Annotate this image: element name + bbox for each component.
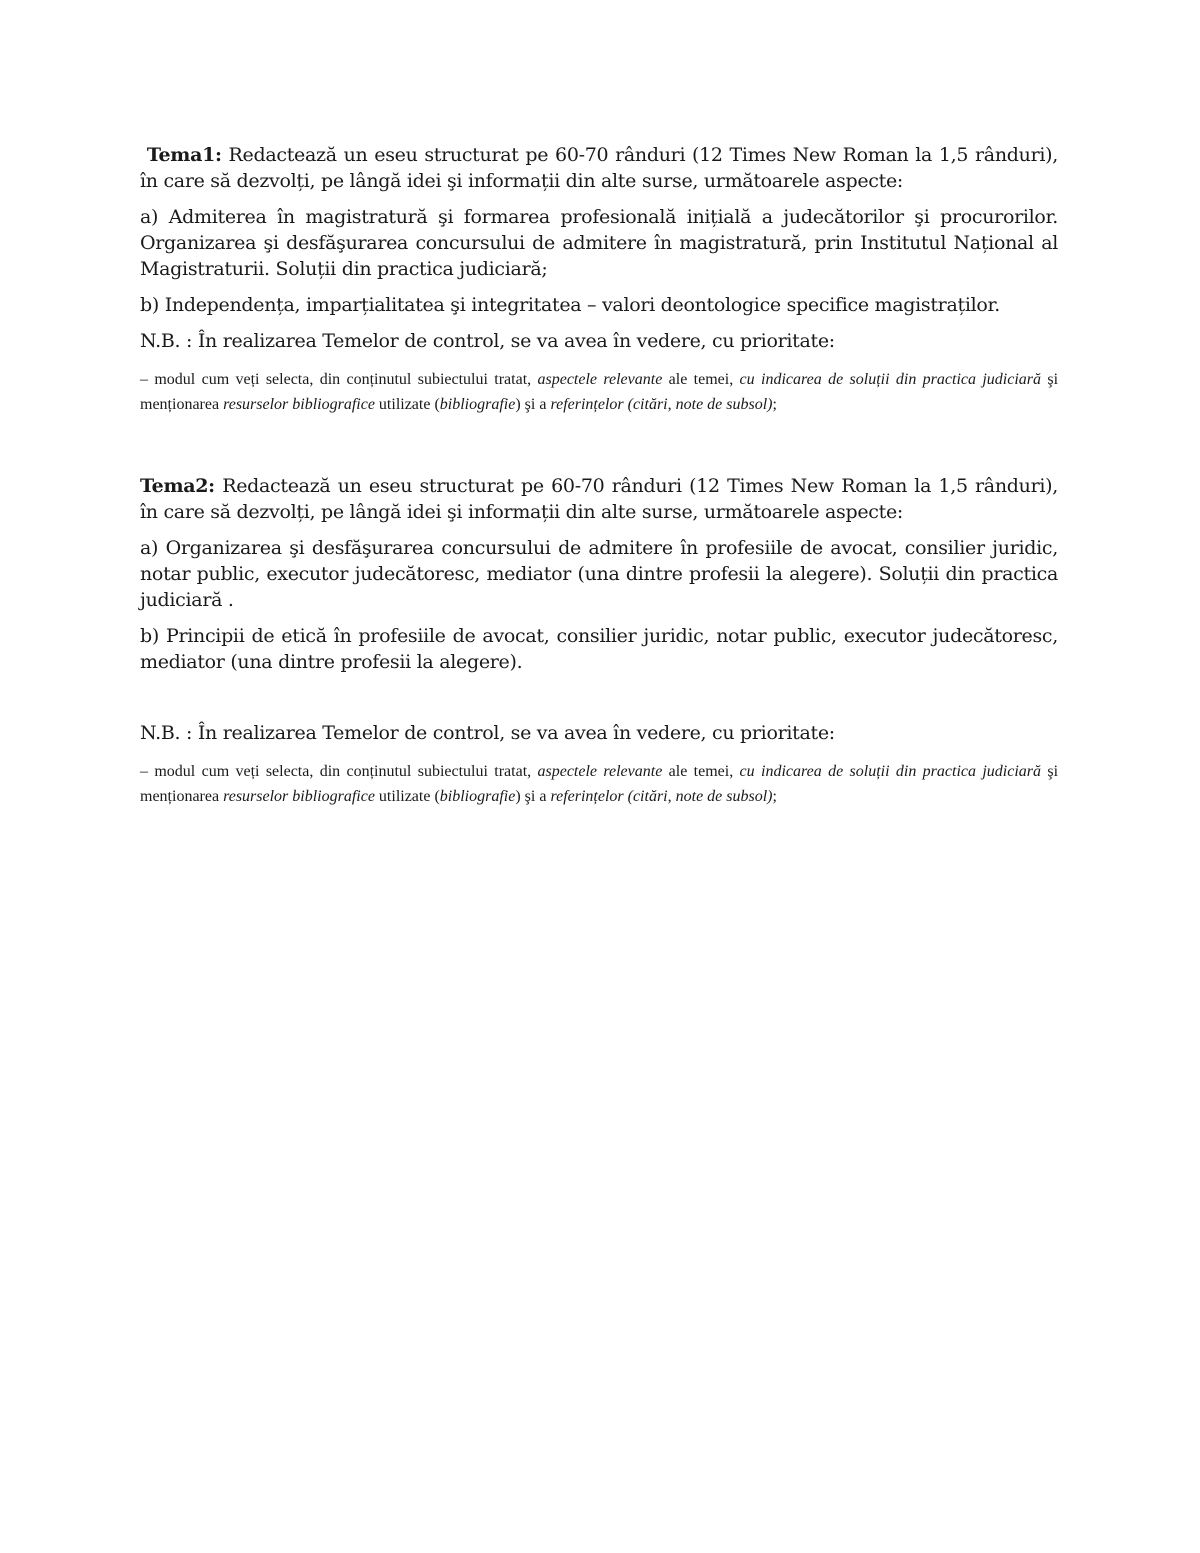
- note-italic: cu indicarea de soluții din practica judiciară: [739, 371, 1041, 388]
- tema2-nb: N.B. : În realizarea Temelor de control, se va avea în vedere, cu prioritate:: [140, 722, 835, 744]
- note-italic: cu indicarea de soluții din practica judiciară: [739, 763, 1041, 780]
- note-italic: bibliografie: [439, 396, 516, 413]
- note-text: ale temei,: [662, 763, 740, 780]
- tema1-note: [140, 367, 1058, 417]
- tema2-intro-text: Redactează un eseu structurat pe 60-70 rânduri (12 Times New Roman la 1,5 rânduri), în care să dezvolți, pe lângă idei şi informații din alte surse, următoarele aspecte:: [140, 475, 1058, 523]
- tema2-label: Tema2:: [140, 475, 215, 497]
- tema2-note: [140, 759, 1058, 809]
- note-text: ;: [772, 788, 777, 805]
- note-text: – modul cum veți selecta, din conținutul subiectului tratat,: [140, 371, 538, 388]
- tema1-nb: N.B. : În realizarea Temelor de control, se va avea în vedere, cu prioritate:: [140, 330, 835, 352]
- tema1-item-a: a) Admiterea în magistratură şi formarea profesională inițială a judecătorilor şi procurorilor. Organizarea şi desfăşurarea concursului de admitere în magistratură, prin Institutul Național al Magistraturii. Soluții din practica judiciară;: [140, 206, 1058, 280]
- note-text: ;: [772, 396, 777, 413]
- note-text: ale temei,: [662, 371, 740, 388]
- note-italic: resurselor bibliografice: [223, 788, 375, 805]
- tema1-intro-paragraph: [140, 142, 1058, 194]
- note-text: şi menționarea: [140, 763, 1059, 805]
- note-text: ) şi a: [515, 396, 551, 413]
- tema2-intro-paragraph: [140, 473, 1058, 525]
- note-text: utilizate (: [374, 788, 440, 805]
- tema2-item-a: a) Organizarea şi desfăşurarea concursului de admitere în profesiile de avocat, consilier juridic, notar public, executor judecătoresc, mediator (una dintre profesii la alegere). Soluții din practica judiciară .: [140, 537, 1058, 611]
- note-italic: referințelor (citări, note de subsol): [550, 396, 773, 413]
- note-italic: referințelor (citări, note de subsol): [550, 788, 773, 805]
- document-page: [140, 142, 1058, 809]
- note-italic: aspectele relevante: [537, 371, 663, 388]
- note-text: – modul cum veți selecta, din conținutul subiectului tratat,: [140, 763, 538, 780]
- note-italic: bibliografie: [439, 788, 516, 805]
- note-text: şi menționarea: [140, 371, 1059, 413]
- note-text: ) şi a: [515, 788, 551, 805]
- tema1-label: Tema1:: [146, 144, 222, 166]
- note-italic: aspectele relevante: [537, 763, 663, 780]
- note-italic: resurselor bibliografice: [223, 396, 375, 413]
- tema1-item-b: b) Independența, imparțialitatea şi integritatea – valori deontologice specifice magistraților.: [140, 294, 1000, 316]
- tema1-intro-text: Redactează un eseu structurat pe 60-70 rânduri (12 Times New Roman la 1,5 rânduri), în care să dezvolți, pe lângă idei şi informații din alte surse, următoarele aspecte:: [140, 144, 1058, 192]
- note-text: utilizate (: [374, 396, 440, 413]
- tema2-item-b: b) Principii de etică în profesiile de avocat, consilier juridic, notar public, executor judecătoresc, mediator (una dintre profesii la alegere).: [140, 625, 1058, 673]
